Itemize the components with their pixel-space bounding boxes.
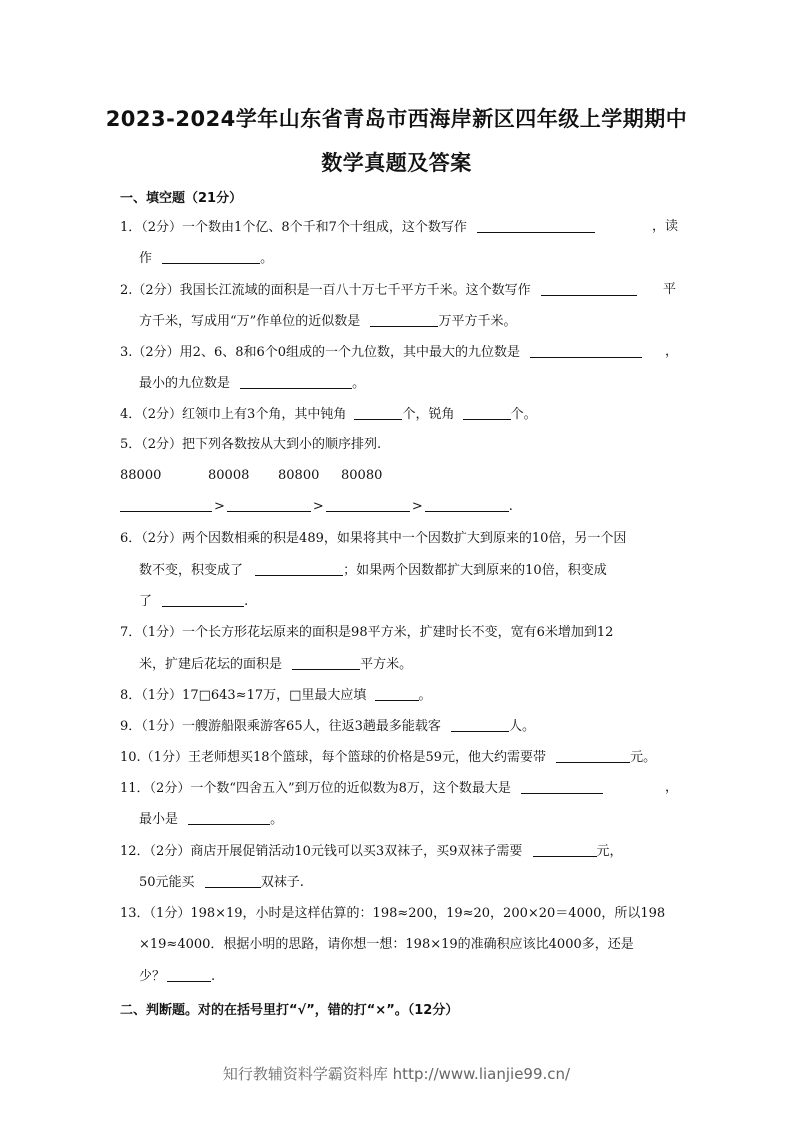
question-7-text: 米，扩建后花坛的面积是	[139, 657, 283, 672]
answer-blank[interactable]	[326, 497, 410, 512]
question-4-text: 个。	[510, 407, 537, 422]
question-2-line-1	[120, 281, 637, 300]
question-6-text: 数不变，积变成了	[139, 563, 244, 578]
answer-blank[interactable]	[425, 497, 509, 512]
unit-text: 平方米。	[360, 657, 413, 672]
punctuation: ，	[665, 344, 679, 359]
question-12-line-2	[139, 873, 304, 892]
page-title-line-1: 2023-2024学年山东省青岛市西海岸新区四年级上学期期中	[105, 107, 688, 131]
question-6-line-1: 6．（2分）两个因数相乘的积是489，如果将其中一个因数扩大到原来的10倍，另一个因	[120, 531, 627, 546]
unit-text: 元。	[630, 750, 657, 765]
answer-blank[interactable]	[162, 249, 260, 264]
answer-blank[interactable]	[541, 281, 637, 296]
question-6-line-2	[139, 561, 607, 580]
question-10-line	[120, 748, 656, 767]
punctuation: 。	[418, 688, 432, 703]
question-6-line-3	[139, 592, 248, 611]
answer-blank[interactable]	[533, 842, 597, 857]
question-3-line-2	[139, 374, 365, 393]
unit-text: 双袜子.	[260, 875, 304, 890]
question-13-line-3	[139, 967, 215, 986]
question-2-line-2	[139, 312, 516, 331]
question-2-unit-wrap: 平	[663, 282, 677, 297]
answer-blank[interactable]	[477, 218, 595, 233]
answer-blank[interactable]	[463, 405, 511, 420]
question-8-text: 8．（1分）17□643≈17万，□里最大应填	[120, 688, 367, 703]
answer-blank[interactable]	[188, 810, 270, 825]
number-item: 80800	[278, 468, 320, 483]
question-6-text: ；如果两个因数都扩大到原来的10倍，积变成	[343, 563, 607, 578]
question-8-line	[120, 686, 432, 705]
answer-blank[interactable]	[354, 405, 402, 420]
page-title-line-2: 数学真题及答案	[321, 151, 472, 175]
answer-blank[interactable]	[255, 561, 343, 576]
question-7-line-2	[139, 655, 412, 674]
answer-blank[interactable]	[521, 779, 603, 794]
answer-blank[interactable]	[205, 873, 261, 888]
question-10-text: 10.（1分）王老师想买18个篮球，每个篮球的价格是59元，他大约需要带	[120, 750, 547, 765]
answer-blank[interactable]	[240, 374, 352, 389]
question-3-text: 最小的九位数是	[139, 376, 231, 391]
section-heading-true-false: 二、判断题。对的在括号里打“√”，错的打“×”。（12分）	[120, 1003, 459, 1018]
question-2-text: 2.（2分）我国长江流域的面积是一百八十万七千平方千米。这个数写作	[120, 283, 531, 298]
answer-blank[interactable]	[120, 497, 212, 512]
question-2-text: 方千米，写成用“万”作单位的近似数是	[139, 314, 361, 329]
answer-blank[interactable]	[292, 655, 360, 670]
answer-blank[interactable]	[167, 967, 211, 982]
unit-text: 人。	[509, 719, 536, 734]
punctuation: .	[244, 594, 249, 609]
answer-blank[interactable]	[451, 717, 509, 732]
question-12-text: 12．（2分）商店开展促销活动10元钱可以买3双袜子，买9双袜子需要	[120, 844, 523, 859]
question-13-line-1: 13．（1分）198×19，小时是这样估算的：198≈200，19≈20，200×20＝4000，所以198	[120, 906, 666, 921]
question-1-read-label: ，读	[652, 219, 679, 234]
unit-text: 元，	[596, 844, 623, 859]
question-4-text: 个，锐角	[402, 407, 455, 422]
footer-watermark: 知行教辅资料学霸资料库 http://www.lianjie99.cn/	[222, 1065, 571, 1083]
number-item: 80008	[208, 468, 250, 483]
question-5-line: 5．（2分）把下列各数按从大到小的顺序排列.	[120, 437, 382, 452]
question-1-line-1	[120, 218, 595, 237]
question-12-text: 50元能买	[139, 875, 195, 890]
punctuation: ，	[665, 780, 679, 795]
question-11-line-2	[139, 810, 283, 829]
question-3-line-1	[120, 343, 642, 362]
punctuation: .	[508, 499, 513, 514]
question-3-text: 3.（2分）用2、6、8和6个0组成的一个九位数，其中最大的九位数是	[120, 345, 521, 360]
question-1-line-2	[139, 249, 273, 268]
question-4-line	[120, 405, 537, 424]
answer-blank[interactable]	[227, 497, 311, 512]
answer-blank[interactable]	[556, 748, 630, 763]
question-6-text: 了	[139, 594, 153, 609]
question-1-text: 1．（2分）一个数由1个亿、8个千和7个十组成，这个数写作	[120, 220, 467, 235]
question-1-text: 作	[139, 251, 153, 266]
answer-blank[interactable]	[375, 686, 419, 701]
punctuation: .	[211, 969, 216, 984]
question-7-line-1: 7．（1分）一个长方形花坛原来的面积是98平方米，扩建时长不变，宽有6米增加到12	[120, 625, 614, 640]
greater-than-sign: >	[312, 499, 324, 514]
punctuation: 。	[270, 812, 284, 827]
answer-blank[interactable]	[162, 592, 244, 607]
question-9-line	[120, 717, 535, 736]
unit-text: 万平方千米。	[438, 314, 517, 329]
greater-than-sign: >	[214, 499, 225, 514]
greater-than-sign: >	[411, 499, 423, 514]
question-5-order-blanks	[120, 497, 513, 516]
question-12-line-1	[120, 842, 623, 861]
question-11-text: 最小是	[139, 812, 179, 827]
punctuation: 。	[260, 251, 274, 266]
punctuation: 。	[352, 376, 366, 391]
number-item: 88000	[120, 468, 162, 483]
answer-blank[interactable]	[530, 343, 642, 358]
question-4-text: 4．（2分）红领巾上有3个角，其中钝角	[120, 407, 347, 422]
question-11-text: 11．（2分）一个数“四舍五入”到万位的近似数为8万，这个数最大是	[120, 781, 511, 796]
question-9-text: 9．（1分）一艘游船限乘游客65人，往返3趟最多能载客	[120, 719, 441, 734]
question-13-line-2: ×19≈4000．根据小明的思路，请你想一想：198×19的准确积应该比4000多，还是	[139, 937, 634, 952]
answer-blank[interactable]	[370, 312, 438, 327]
number-item: 80080	[341, 468, 383, 483]
question-11-line-1	[120, 779, 603, 798]
question-13-text: 少？	[139, 969, 166, 984]
section-heading-fill-in: 一、填空题（21分）	[120, 191, 243, 206]
